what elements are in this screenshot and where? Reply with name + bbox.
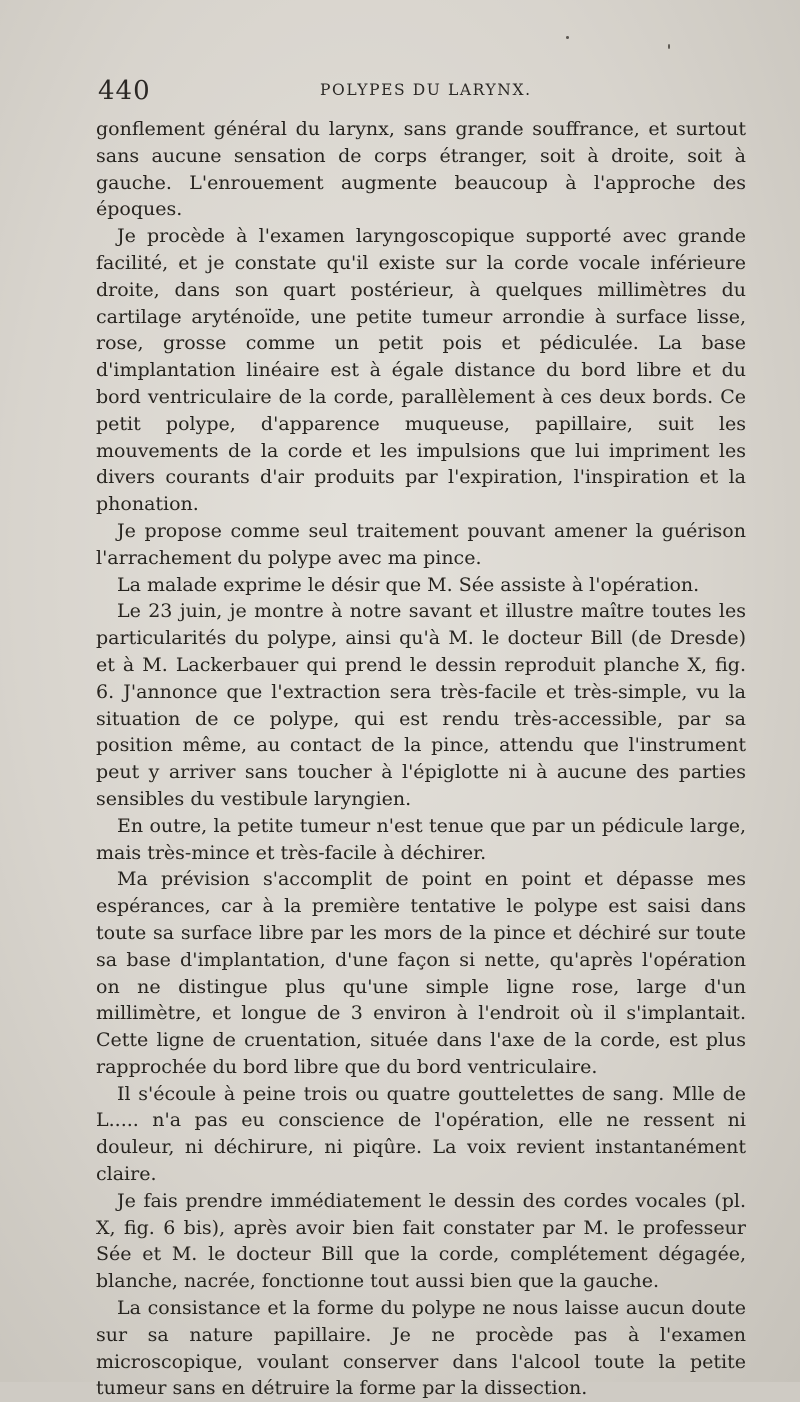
body-text [96, 116, 746, 1402]
page-header [98, 72, 758, 112]
ink-speck [566, 36, 569, 39]
paragraph: La consistance et la forme du polype ne nous laisse aucun doute sur sa nature papillaire. Je ne procède pas à l'examen microscopique, voulant conserver dans l'alcool toute la petite tumeur sans en détruire la forme par la dissection. [96, 1297, 746, 1400]
paragraph: Je fais prendre immédiatement le dessin des cordes vocales (pl. X, fig. 6 bis), après avoir bien fait constater par M. le professeur Sée et M. le docteur Bill que la corde, complétement dégagée, blanche, nacrée, fonctionne tout aussi bien que la gauche. [96, 1189, 746, 1293]
ink-speck [668, 44, 670, 49]
paragraph: Le 23 juin, je montre à notre savant et illustre maître toutes les particularités du polype, ainsi qu'à M. le docteur Bill (de Dresde) et à M. Lackerbauer qui prend le dessin reproduit planche X, fig. 6. J'annonce que l'extraction sera très-facile et très-simple, vu la situation de ce polype, qui est rendu très-accessible, par sa position même, au contact de la pince, attendu que l'instrument peut y arriver sans toucher à l'épiglotte ni à aucune des parties sensibles du vestibule laryngien. [96, 600, 746, 810]
running-title: POLYPES DU LARYNX. [320, 81, 532, 99]
paragraph: Ma prévision s'accomplit de point en point et dépasse mes espérances, car à la première tentative le polype est saisi dans toute sa surface libre par les mors de la pince et déchiré sur toute sa base d'implantation, d'une façon si nette, qu'après l'opération on ne distingue plus qu'une simple ligne rose, large d'un millimètre, et longue de 3 environ à l'endroit où il s'implantait. Cette ligne de cruentation, située dans l'axe de la corde, est plus rapprochée du bord libre que du bord ventriculaire. [96, 868, 746, 1078]
paragraph: Je propose comme seul traitement pouvant amener la guérison l'arrachement du polype avec ma pince. [96, 519, 746, 569]
paragraph: gonflement général du larynx, sans grande souffrance, et surtout sans aucune sensation de corps étranger, soit à droite, soit à gauche. L'enrouement augmente beaucoup à l'approche des époques. [96, 118, 746, 221]
page-number: 440 [98, 76, 151, 106]
paragraph: Il s'écoule à peine trois ou quatre gouttelettes de sang. Mlle de L..... n'a pas eu conscience de l'opération, elle ne ressent ni douleur, ni déchirure, ni piqûre. La voix revient instantanément claire. [96, 1082, 746, 1186]
paragraph: Je procède à l'examen laryngoscopique supporté avec grande facilité, et je constate qu'il existe sur la corde vocale inférieure droite, dans son quart postérieur, à quelques millimètres du cartilage aryténoïde, une petite tumeur arrondie à surface lisse, rose, grosse comme un petit pois et pédiculée. La base d'implantation linéaire est à égale distance du bord libre et du bord ventriculaire de la corde, parallèlement à ces deux bords. Ce petit polype, d'apparence muqueuse, papillaire, suit les mouvements de la corde et les impulsions que lui impriment les divers courants d'air produits par l'expiration, l'inspiration et la phonation. [96, 225, 746, 516]
paragraph: En outre, la petite tumeur n'est tenue que par un pédicule large, mais très-mince et très-facile à déchirer. [96, 814, 746, 864]
paragraph: La malade exprime le désir que M. Sée assiste à l'opération. [117, 573, 700, 596]
